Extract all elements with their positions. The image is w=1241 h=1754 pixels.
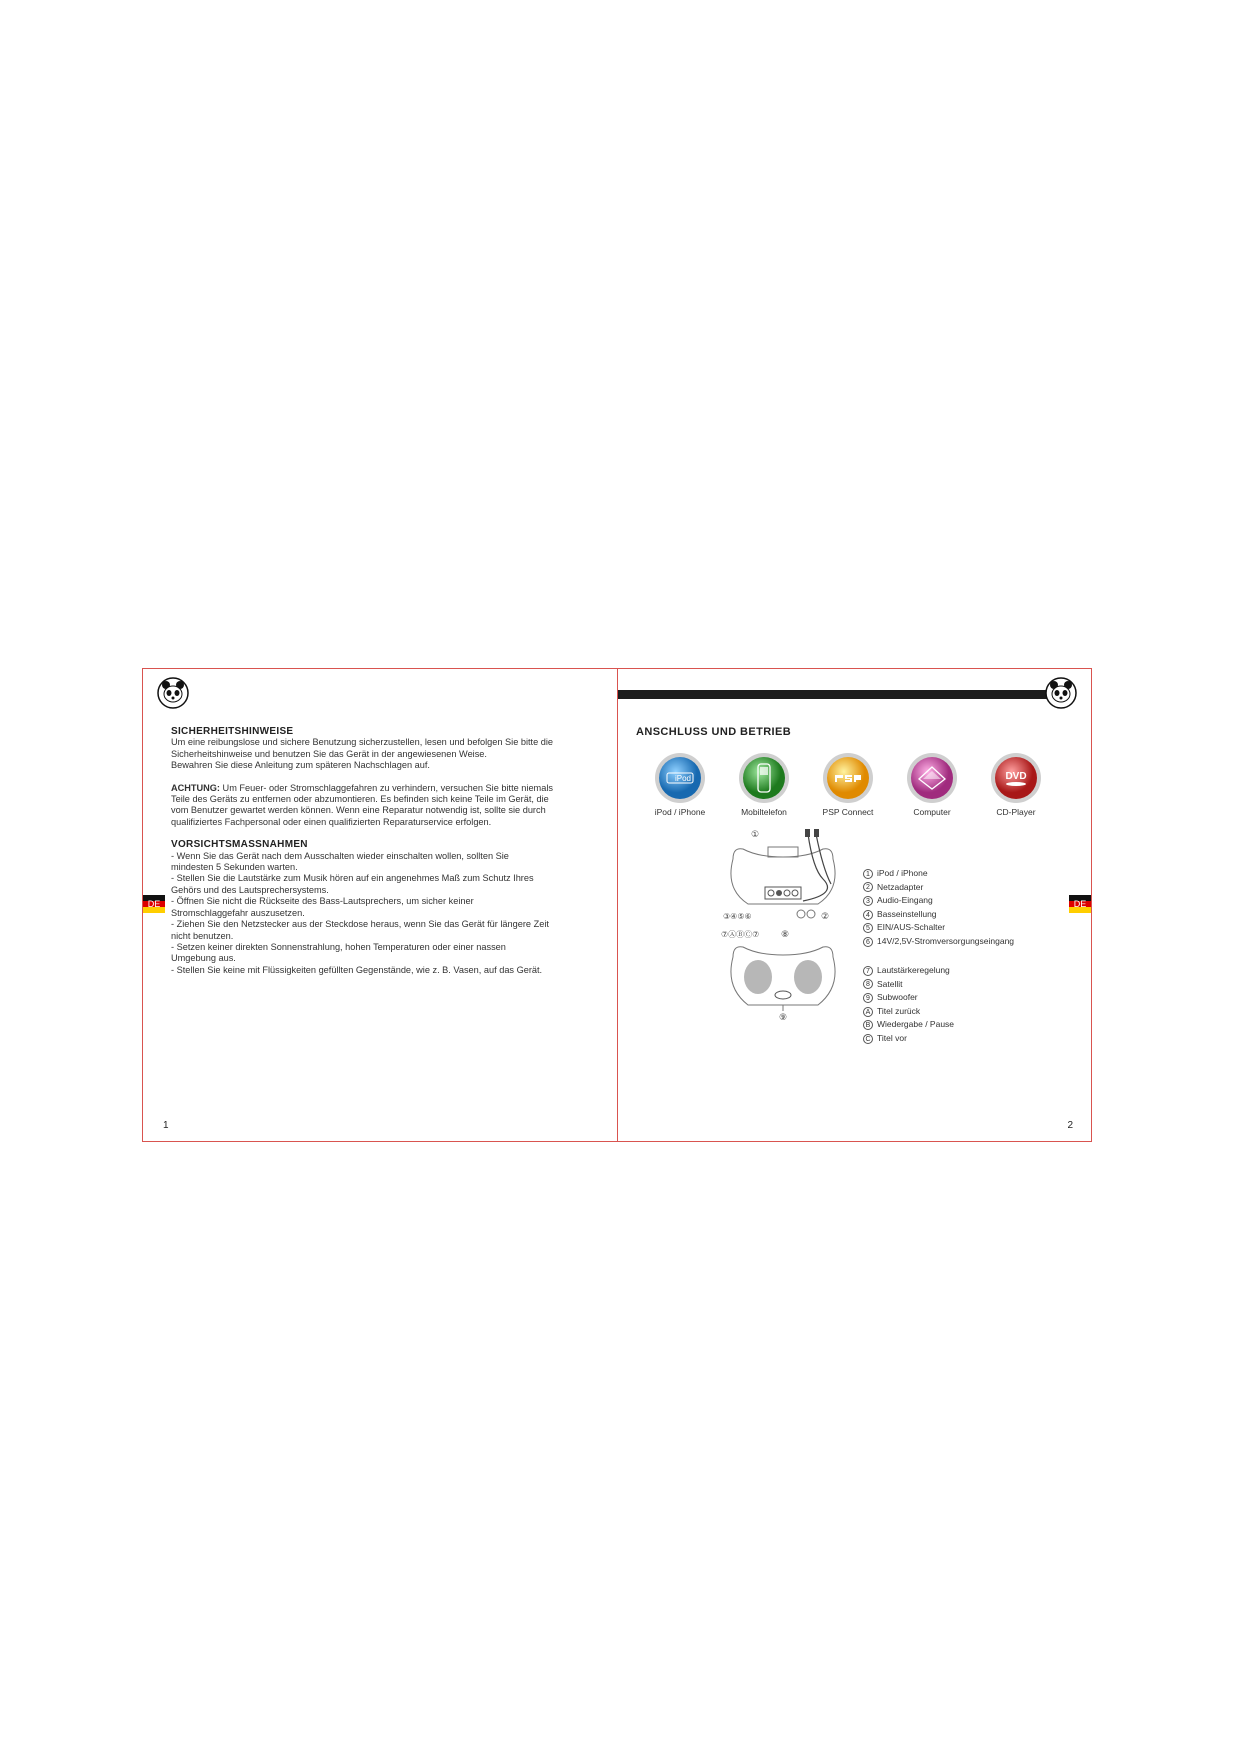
- safety-line: Bewahren Sie diese Anleitung zum späteren Nachschlagen auf.: [171, 760, 430, 771]
- precaution-line: nicht benutzen.: [171, 930, 234, 941]
- safety-line: Um eine reibungslose und sichere Benutzung sicherzustellen, lesen und befolgen Sie bitte die: [171, 737, 554, 748]
- speaker-back-diagram: [713, 829, 853, 924]
- german-flag-tab: [1069, 895, 1091, 913]
- precaution-line: mindesten 5 Sekunden warten.: [171, 862, 298, 873]
- left-page: [143, 669, 617, 1141]
- warning-first-line: Um Feuer- oder Stromschlaggefahren zu verhindern, versuchen Sie bitte niemals: [220, 782, 553, 793]
- flag-label: DE: [147, 899, 161, 909]
- precaution-line: - Ziehen Sie den Netzstecker aus der Steckdose heraus, wenn Sie das Gerät für längere Zeit: [171, 919, 549, 930]
- ipod-icon: [653, 751, 707, 805]
- legend-item: A Titel zurück: [863, 1005, 954, 1019]
- german-flag-tab: [143, 895, 165, 913]
- precautions-heading: VORSICHTSMASSNAHMEN: [171, 839, 308, 851]
- computer-icon: [905, 751, 959, 805]
- device-label: PSP Connect: [822, 807, 874, 817]
- manual-spread: [142, 668, 1092, 1142]
- section-title: ANSCHLUSS UND BETRIEB: [636, 726, 792, 738]
- safety-line: Sicherheitshinweise und benutzen Sie das Gerät in der angewiesenen Weise.: [171, 748, 487, 759]
- legend-front: [863, 964, 954, 1046]
- device-psp: [806, 751, 890, 817]
- legend-item: B Wiedergabe / Pause: [863, 1018, 954, 1032]
- flag-label: DE: [1073, 899, 1087, 909]
- precaution-line: Stromschlaggefahr auszusetzen.: [171, 907, 305, 918]
- warning-line: vom Benutzer gewartet werden können. Wenn eine Reparatur notwendig ist, sollte sie durch: [171, 805, 546, 816]
- header-bar: [618, 690, 1057, 699]
- callout: ⑧: [781, 929, 790, 939]
- legend-item: 8 Satellit: [863, 978, 954, 992]
- right-page: [618, 669, 1091, 1141]
- legend-item: 3 Audio-Eingang: [863, 894, 1014, 908]
- warning-label: ACHTUNG:: [171, 782, 220, 793]
- panda-logo-icon: [1045, 677, 1077, 709]
- legend-item: 9 Subwoofer: [863, 991, 954, 1005]
- warning-line: qualifiziertes Fachpersonal oder einen qualifizierten Reparaturservice erfolgen.: [171, 816, 492, 827]
- device-cd-player: [974, 751, 1058, 817]
- warning-line: Teile des Geräts zu entfernen oder abzumontieren. Es befinden sich keine Teile im Gerät, die: [171, 794, 549, 805]
- device-mobile: [722, 751, 806, 817]
- svg-text:DVD: DVD: [1005, 771, 1027, 782]
- device-icons: [638, 751, 1058, 821]
- device-label: Computer: [913, 807, 951, 817]
- legend-item: C Titel vor: [863, 1032, 954, 1046]
- precaution-line: - Wenn Sie das Gerät nach dem Ausschalten wieder einschalten wollen, sollten Sie: [171, 850, 509, 861]
- legend-item: 7 Lautstärkeregelung: [863, 964, 954, 978]
- legend-item: 5 EIN/AUS-Schalter: [863, 921, 1014, 935]
- callout: ②: [821, 911, 830, 921]
- legend-item: 2 Netzadapter: [863, 881, 1014, 895]
- callout: ⑦ⒶⒷⒸ⑦: [721, 930, 760, 939]
- precaution-line: - Öffnen Sie nicht die Rückseite des Bass-Lautsprechers, um sicher keiner: [171, 896, 474, 907]
- legend-item: 1 iPod / iPhone: [863, 867, 1014, 881]
- dvd-icon: [989, 751, 1043, 805]
- callout: ①: [751, 829, 760, 839]
- warning-line: [171, 783, 601, 794]
- device-ipod: [638, 751, 722, 817]
- legend-back: [863, 867, 1014, 949]
- precaution-line: Gehörs und des Lautsprechersystems.: [171, 884, 329, 895]
- page-number: 1: [163, 1120, 169, 1131]
- precaution-line: Umgebung aus.: [171, 953, 236, 964]
- precaution-line: - Setzen keiner direkten Sonnenstrahlung, hohen Temperaturen oder einer nassen: [171, 941, 506, 952]
- legend-item: 6 14V/2,5V-Stromversorgungseingang: [863, 935, 1014, 949]
- callout: ③④⑤⑥: [723, 912, 752, 921]
- svg-text:iPod: iPod: [674, 774, 692, 783]
- safety-heading: SICHERHEITSHINWEISE: [171, 726, 294, 737]
- precaution-line: - Stellen Sie die Lautstärke zum Musik hören auf ein angenehmes Maß zum Schutz Ihres: [171, 873, 534, 884]
- psp-icon: [821, 751, 875, 805]
- device-computer: [890, 751, 974, 817]
- speaker-front-diagram: [713, 927, 853, 1022]
- panda-logo-icon: [157, 677, 189, 709]
- device-label: Mobiltelefon: [741, 807, 787, 817]
- device-label: iPod / iPhone: [654, 807, 706, 817]
- legend-item: 4 Basseinstellung: [863, 908, 1014, 922]
- precaution-line: - Stellen Sie keine mit Flüssigkeiten gefüllten Gegenstände, wie z. B. Vasen, auf das Gerät.: [171, 964, 543, 975]
- mobile-phone-icon: [737, 751, 791, 805]
- device-label: CD-Player: [996, 807, 1036, 817]
- callout: ⑨: [779, 1012, 788, 1022]
- page-number: 2: [1067, 1120, 1073, 1131]
- left-content: [171, 726, 601, 976]
